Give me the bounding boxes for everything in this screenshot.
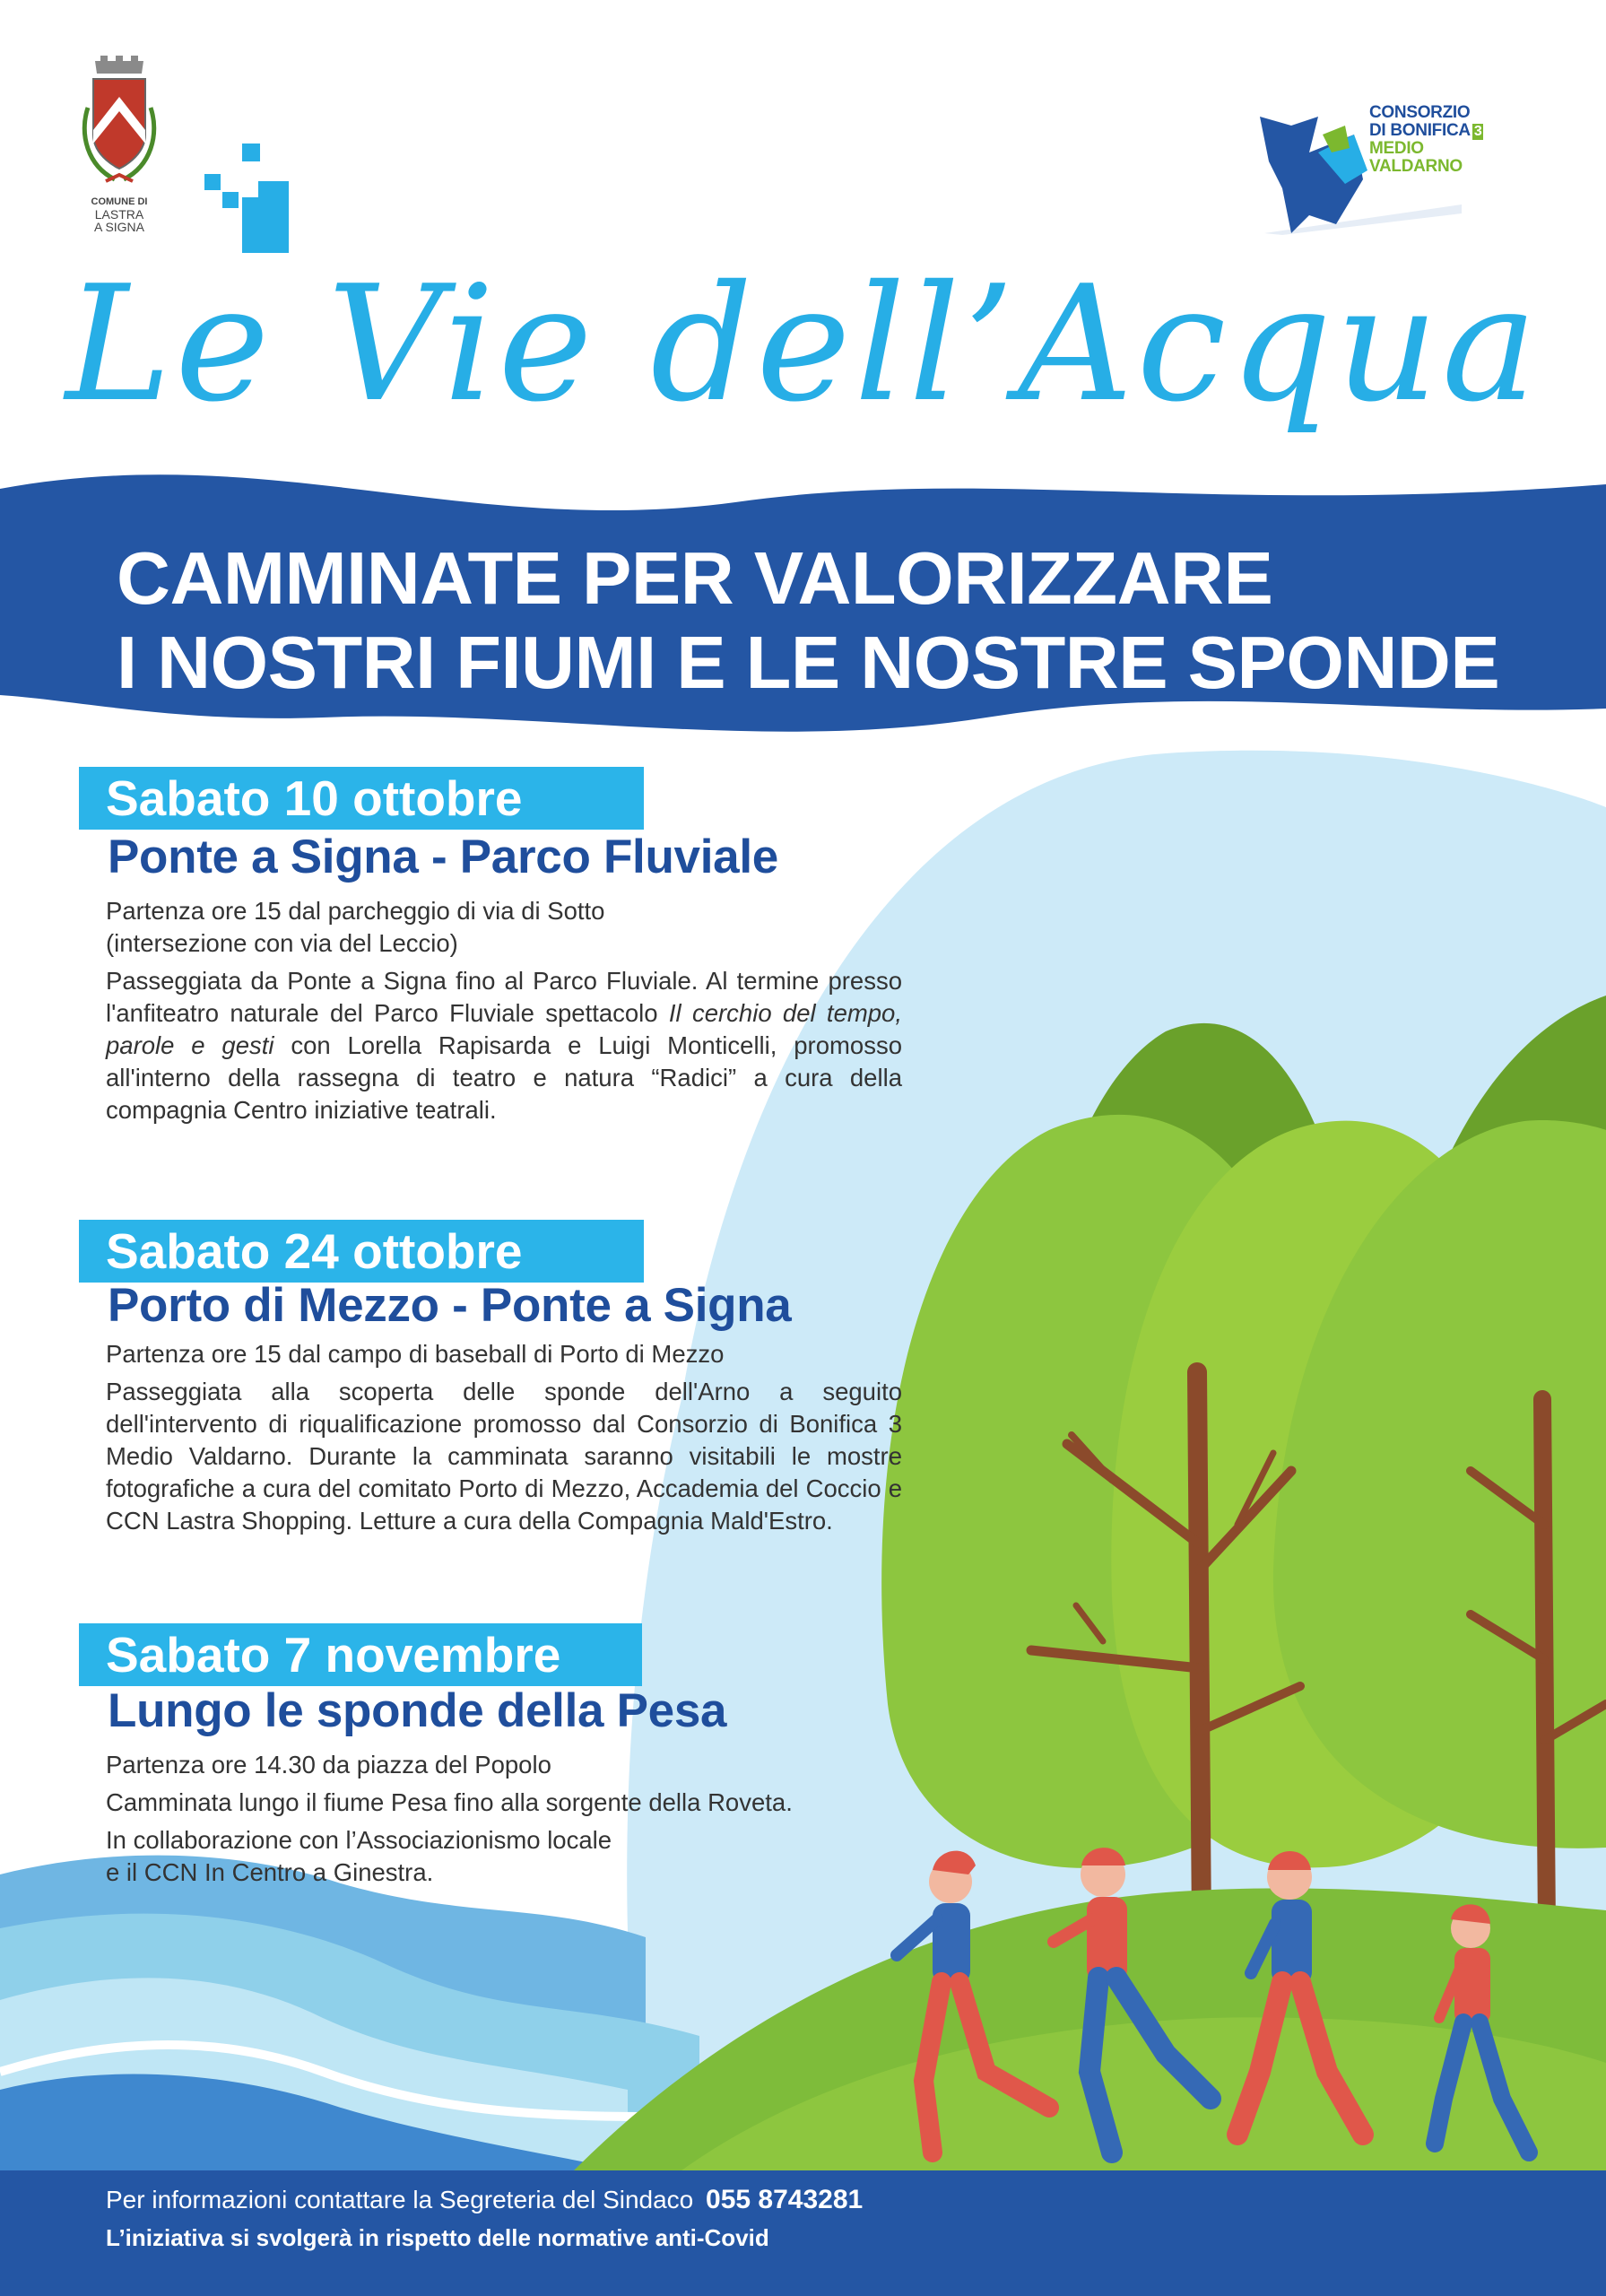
footer-info-text: Per informazioni contattare la Segreteria del Sindaco — [106, 2186, 694, 2213]
comune-line1: COMUNE DI — [91, 196, 148, 207]
footer-phone: 055 8743281 — [706, 2185, 864, 2214]
event-3-title: Lungo le sponde della Pesa — [108, 1684, 727, 1737]
comune-name — [70, 197, 169, 234]
subtitle — [117, 536, 1499, 705]
event-1-title: Ponte a Signa - Parco Fluviale — [108, 831, 778, 883]
comune-line2: LASTRA — [94, 206, 144, 222]
event-1-date: Sabato 10 ottobre — [79, 767, 644, 830]
event-1-show-title: Il cerchio del tempo, parole e gesti — [106, 999, 902, 1059]
event-3-collaboration — [106, 1824, 902, 1889]
pixel-cross-icon — [204, 144, 290, 256]
consorzio-line4: VALDARNO — [1369, 157, 1463, 176]
comune-line3: A SIGNA — [93, 220, 145, 235]
event-1-description-b: con Lorella Rapisarda e Luigi Monticelli, promosso all'interno della rassegna di teatro e natura “Radici” a cura della compagnia Centro iniziative teatrali. — [106, 1031, 902, 1124]
event-2-body — [106, 1338, 902, 1543]
event-2-departure: Partenza ore 15 dal campo di baseball di Porto di Mezzo — [106, 1340, 725, 1368]
event-2-date: Sabato 24 ottobre — [79, 1220, 644, 1283]
subtitle-line1: CAMMINATE PER VALORIZZARE — [117, 536, 1273, 620]
consorzio-number: 3 — [1473, 124, 1482, 139]
consorzio-line3: MEDIO — [1369, 139, 1424, 158]
consorzio-line2: DI BONIFICA — [1369, 121, 1471, 140]
event-1-body — [106, 895, 902, 1132]
subtitle-line2: I NOSTRI FIUMI E LE NOSTRE SPONDE — [117, 621, 1500, 704]
event-3-collaboration-line2: e il CCN In Centro a Ginestra. — [106, 1858, 434, 1886]
event-2-description: Passeggiata alla scoperta delle sponde dell'Arno a seguito dell'intervento di riqualificazione promosso dal Consorzio di Bonifica 3 Medio Valdarno. Durante la camminata saranno visitabili le mostre fotografiche a cura del comitato Porto di Mezzo, Accademia del Coccio e CCN Lastra Shopping. Letture a cura della Compagnia Mald'Estro. — [106, 1378, 902, 1535]
event-3-description: Camminata lungo il fiume Pesa fino alla sorgente della Roveta. — [106, 1788, 793, 1816]
event-3-collaboration-line1: In collaborazione con l’Associazionismo locale — [106, 1826, 612, 1854]
event-3-departure: Partenza ore 14.30 da piazza del Popolo — [106, 1751, 551, 1779]
event-1-description-a: Passeggiata da Ponte a Signa fino al Parco Fluviale. Al termine presso l'anfiteatro naturale del Parco Fluviale spettacolo — [106, 967, 902, 1027]
event-2-title: Porto di Mezzo - Ponte a Signa — [108, 1279, 792, 1332]
event-3-body — [106, 1749, 902, 1894]
consorzio-name — [1369, 104, 1483, 176]
event-1-departure: Partenza ore 15 dal parcheggio di via di Sotto (intersezione con via del Leccio) — [106, 897, 605, 957]
page-title: Le Vie dell’Acqua — [65, 251, 1541, 437]
footer-info — [106, 2185, 863, 2215]
event-3-date: Sabato 7 novembre — [79, 1623, 642, 1686]
event-1-description — [106, 965, 902, 1126]
consorzio-line1: CONSORZIO — [1369, 103, 1471, 122]
footer-note: L’iniziativa si svolgerà in rispetto delle normative anti-Covid — [106, 2224, 769, 2251]
